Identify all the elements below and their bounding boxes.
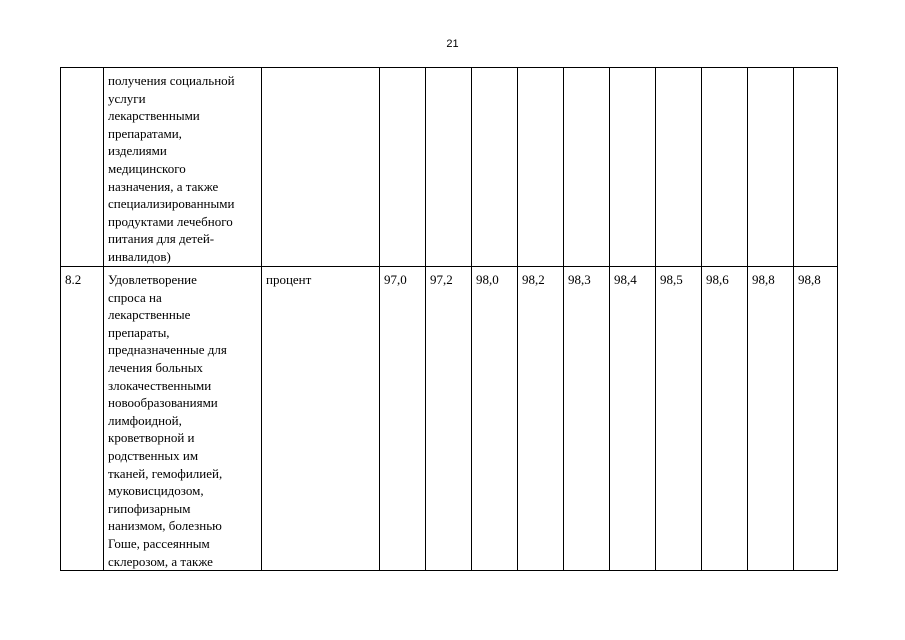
value-cell xyxy=(748,68,794,267)
value-cell xyxy=(472,68,518,267)
value-cell: 98,8 xyxy=(748,267,794,571)
value-cell xyxy=(518,68,564,267)
value-cell: 98,3 xyxy=(564,267,610,571)
value-cell: 98,6 xyxy=(702,267,748,571)
unit-cell xyxy=(262,68,380,267)
indicator-table xyxy=(60,67,838,571)
row-number-cell xyxy=(61,68,104,267)
value-cell xyxy=(610,68,656,267)
value-cell: 98,8 xyxy=(794,267,838,571)
description-cell: получения социальной услуги лекарственными препаратами, изделиями медицинского назначения, а также специализированными продуктами лечебного питания для детей- инвалидов) xyxy=(104,68,262,267)
value-cell: 98,5 xyxy=(656,267,702,571)
value-cell xyxy=(564,68,610,267)
value-cell: 97,0 xyxy=(380,267,426,571)
value-cell xyxy=(426,68,472,267)
value-cell: 98,4 xyxy=(610,267,656,571)
table-row xyxy=(61,68,838,267)
unit-cell: процент xyxy=(262,267,380,571)
value-cell xyxy=(380,68,426,267)
value-cell: 97,2 xyxy=(426,267,472,571)
table-row xyxy=(61,267,838,571)
description-cell: Удовлетворение спроса на лекарственные препараты, предназначенные для лечения больных злокачественными новообразованиями лимфоидной, кроветворной и родственных им тканей, гемофилией, муковисцидозом, гипофизарным нанизмом, болезнью Гоше, рассеянным склерозом, а также xyxy=(104,267,262,571)
value-cell: 98,0 xyxy=(472,267,518,571)
value-cell xyxy=(794,68,838,267)
value-cell: 98,2 xyxy=(518,267,564,571)
row-number-cell: 8.2 xyxy=(61,267,104,571)
page-number: 21 xyxy=(446,38,459,50)
value-cell xyxy=(702,68,748,267)
value-cell xyxy=(656,68,702,267)
